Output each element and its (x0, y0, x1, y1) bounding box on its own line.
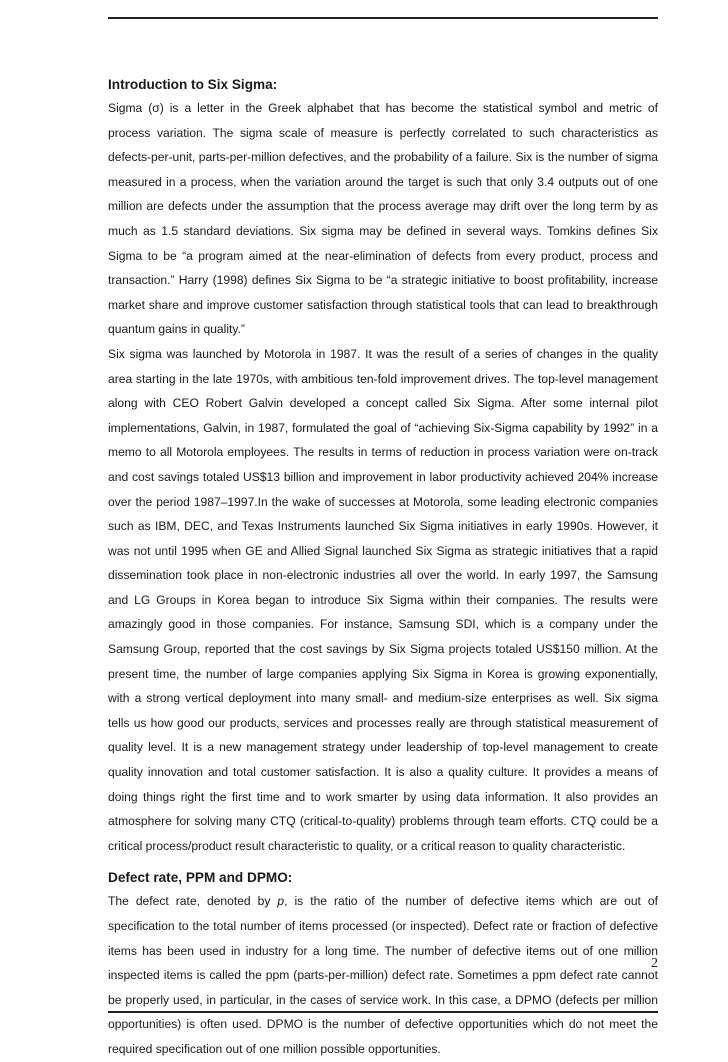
defect-rate-variable: p (277, 894, 285, 909)
page-number: 2 (651, 956, 658, 971)
paragraph-defect-rate (108, 889, 658, 1061)
header-rule (108, 17, 658, 19)
footer-rule (108, 1011, 658, 1013)
defect-rate-text-start: The defect rate, denoted by (108, 894, 278, 909)
section-heading-defect-rate: Defect rate, PPM and DPMO: (108, 870, 293, 886)
defect-rate-text-rest: , is the ratio of the number of defective items which are out of specification to the total number of items processed (or inspected). Defect rate or fraction of defective items has been used in industry for a long time. The number of defective items out of one million inspected items is called the ppm (parts-per-million) defect rate. Sometimes a ppm defect rate cannot be properly used, in particular, in the cases of service work. In this case, a DPMO (defects per million opportunities) is often used. DPMO is the number of defective opportunities which do not meet the required specification out of one million possible opportunities. (108, 894, 658, 1056)
paragraph-six-sigma-history: Six sigma was launched by Motorola in 1987. It was the result of a series of changes in the quality area starting in the late 1970s, with ambitious ten-fold improvement drives. The top-level management along with CEO Robert Galvin developed a concept called Six Sigma. After some internal pilot implementations, Galvin, in 1987, formulated the goal of “achieving Six-Sigma capability by 1992” in a memo to all Motorola employees. The results in terms of reduction in process variation were on-track and cost savings totaled US$13 billion and improvement in labor productivity achieved 204% increase over the period 1987–1997.In the wake of successes at Motorola, some leading electronic companies such as IBM, DEC, and Texas Instruments launched Six Sigma initiatives in early 1990s. However, it was not until 1995 when GE and Allied Signal launched Six Sigma as strategic initiatives that a rapid dissemination took place in non-electronic industries all over the world. In early 1997, the Samsung and LG Groups in Korea began to introduce Six Sigma within their companies. The results were amazingly good in those companies. For instance, Samsung SDI, which is a company under the Samsung Group, reported that the cost savings by Six Sigma projects totaled US$150 million. At the present time, the number of large companies applying Six Sigma in Korea is growing exponentially, with a strong vertical deployment into many small- and medium-size enterprises as well. Six sigma tells us how good our products, services and processes really are through statistical measurement of quality level. It is a new management strategy under leadership of top-level management to create quality innovation and total customer satisfaction. It is also a quality culture. It provides a means of doing things right the first time and to work smarter by using data information. It also provides an atmosphere for solving many CTQ (critical-to-quality) problems through team efforts. CTQ could be a critical process/product result characteristic to quality, or a critical reason to quality characteristic. (108, 346, 658, 853)
paragraph-sigma-definition: Sigma (σ) is a letter in the Greek alphabet that has become the statistical symbol and metric of process variation. The sigma scale of measure is perfectly correlated to such characteristics as defects-per-unit, parts-per-million defectives, and the probability of a failure. Six is the number of sigma measured in a process, when the variation around the target is such that only 3.4 outputs out of one million are defects under the assumption that the process average may drift over the long term by as much as 1.5 standard deviations. Six sigma may be defined in several ways. Tomkins defines Six Sigma to be “a program aimed at the near-elimination of defects from every product, process and transaction.” Harry (1998) defines Six Sigma to be “a strategic initiative to boost profitability, increase market share and improve customer satisfaction through statistical tools that can lead to breakthrough quantum gains in quality.” (108, 101, 658, 337)
page-content (108, 76, 658, 1062)
section-heading-intro: Introduction to Six Sigma: (108, 77, 278, 92)
